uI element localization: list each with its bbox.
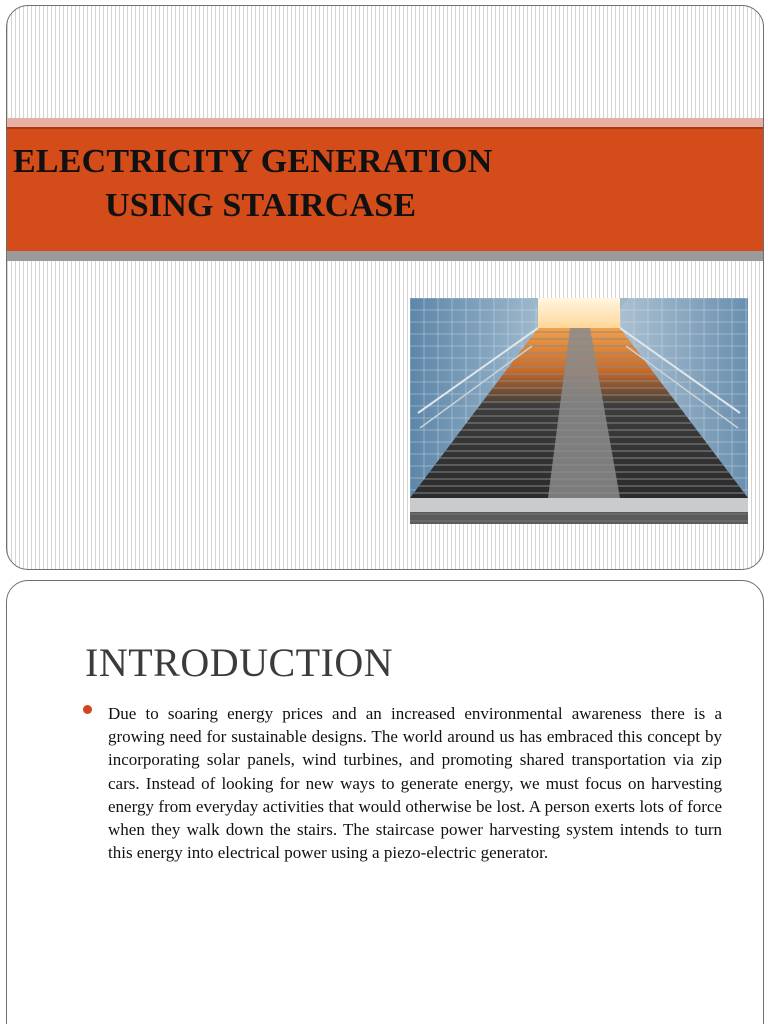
slide-title-line-1: ELECTRICITY GENERATION xyxy=(13,143,493,180)
title-top-accent-line xyxy=(7,118,763,127)
staircase-photo xyxy=(410,298,748,524)
title-slide xyxy=(6,5,764,570)
slide-heading: INTRODUCTION xyxy=(85,640,394,685)
intro-paragraph: Due to soaring energy prices and an increased environmental awareness there is a growing need for sustainable designs. The world around us has embraced this concept by incorporating solar panels, wind turbines, and promoting shared transportation via zip cars. Instead of looking for new ways to generate energy, we must focus on harvesting energy from everyday activities that would otherwise be lost. A person exerts lots of force when they walk down the stairs. The staircase power harvesting system intends to turn this energy into electrical power using a piezo-electric generator. xyxy=(108,704,722,863)
bullet-icon xyxy=(83,705,92,714)
title-band xyxy=(7,127,763,253)
slide-title-line-2: USING STAIRCASE xyxy=(105,187,417,224)
title-bottom-accent-line xyxy=(7,251,763,261)
introduction-slide xyxy=(6,580,764,1024)
